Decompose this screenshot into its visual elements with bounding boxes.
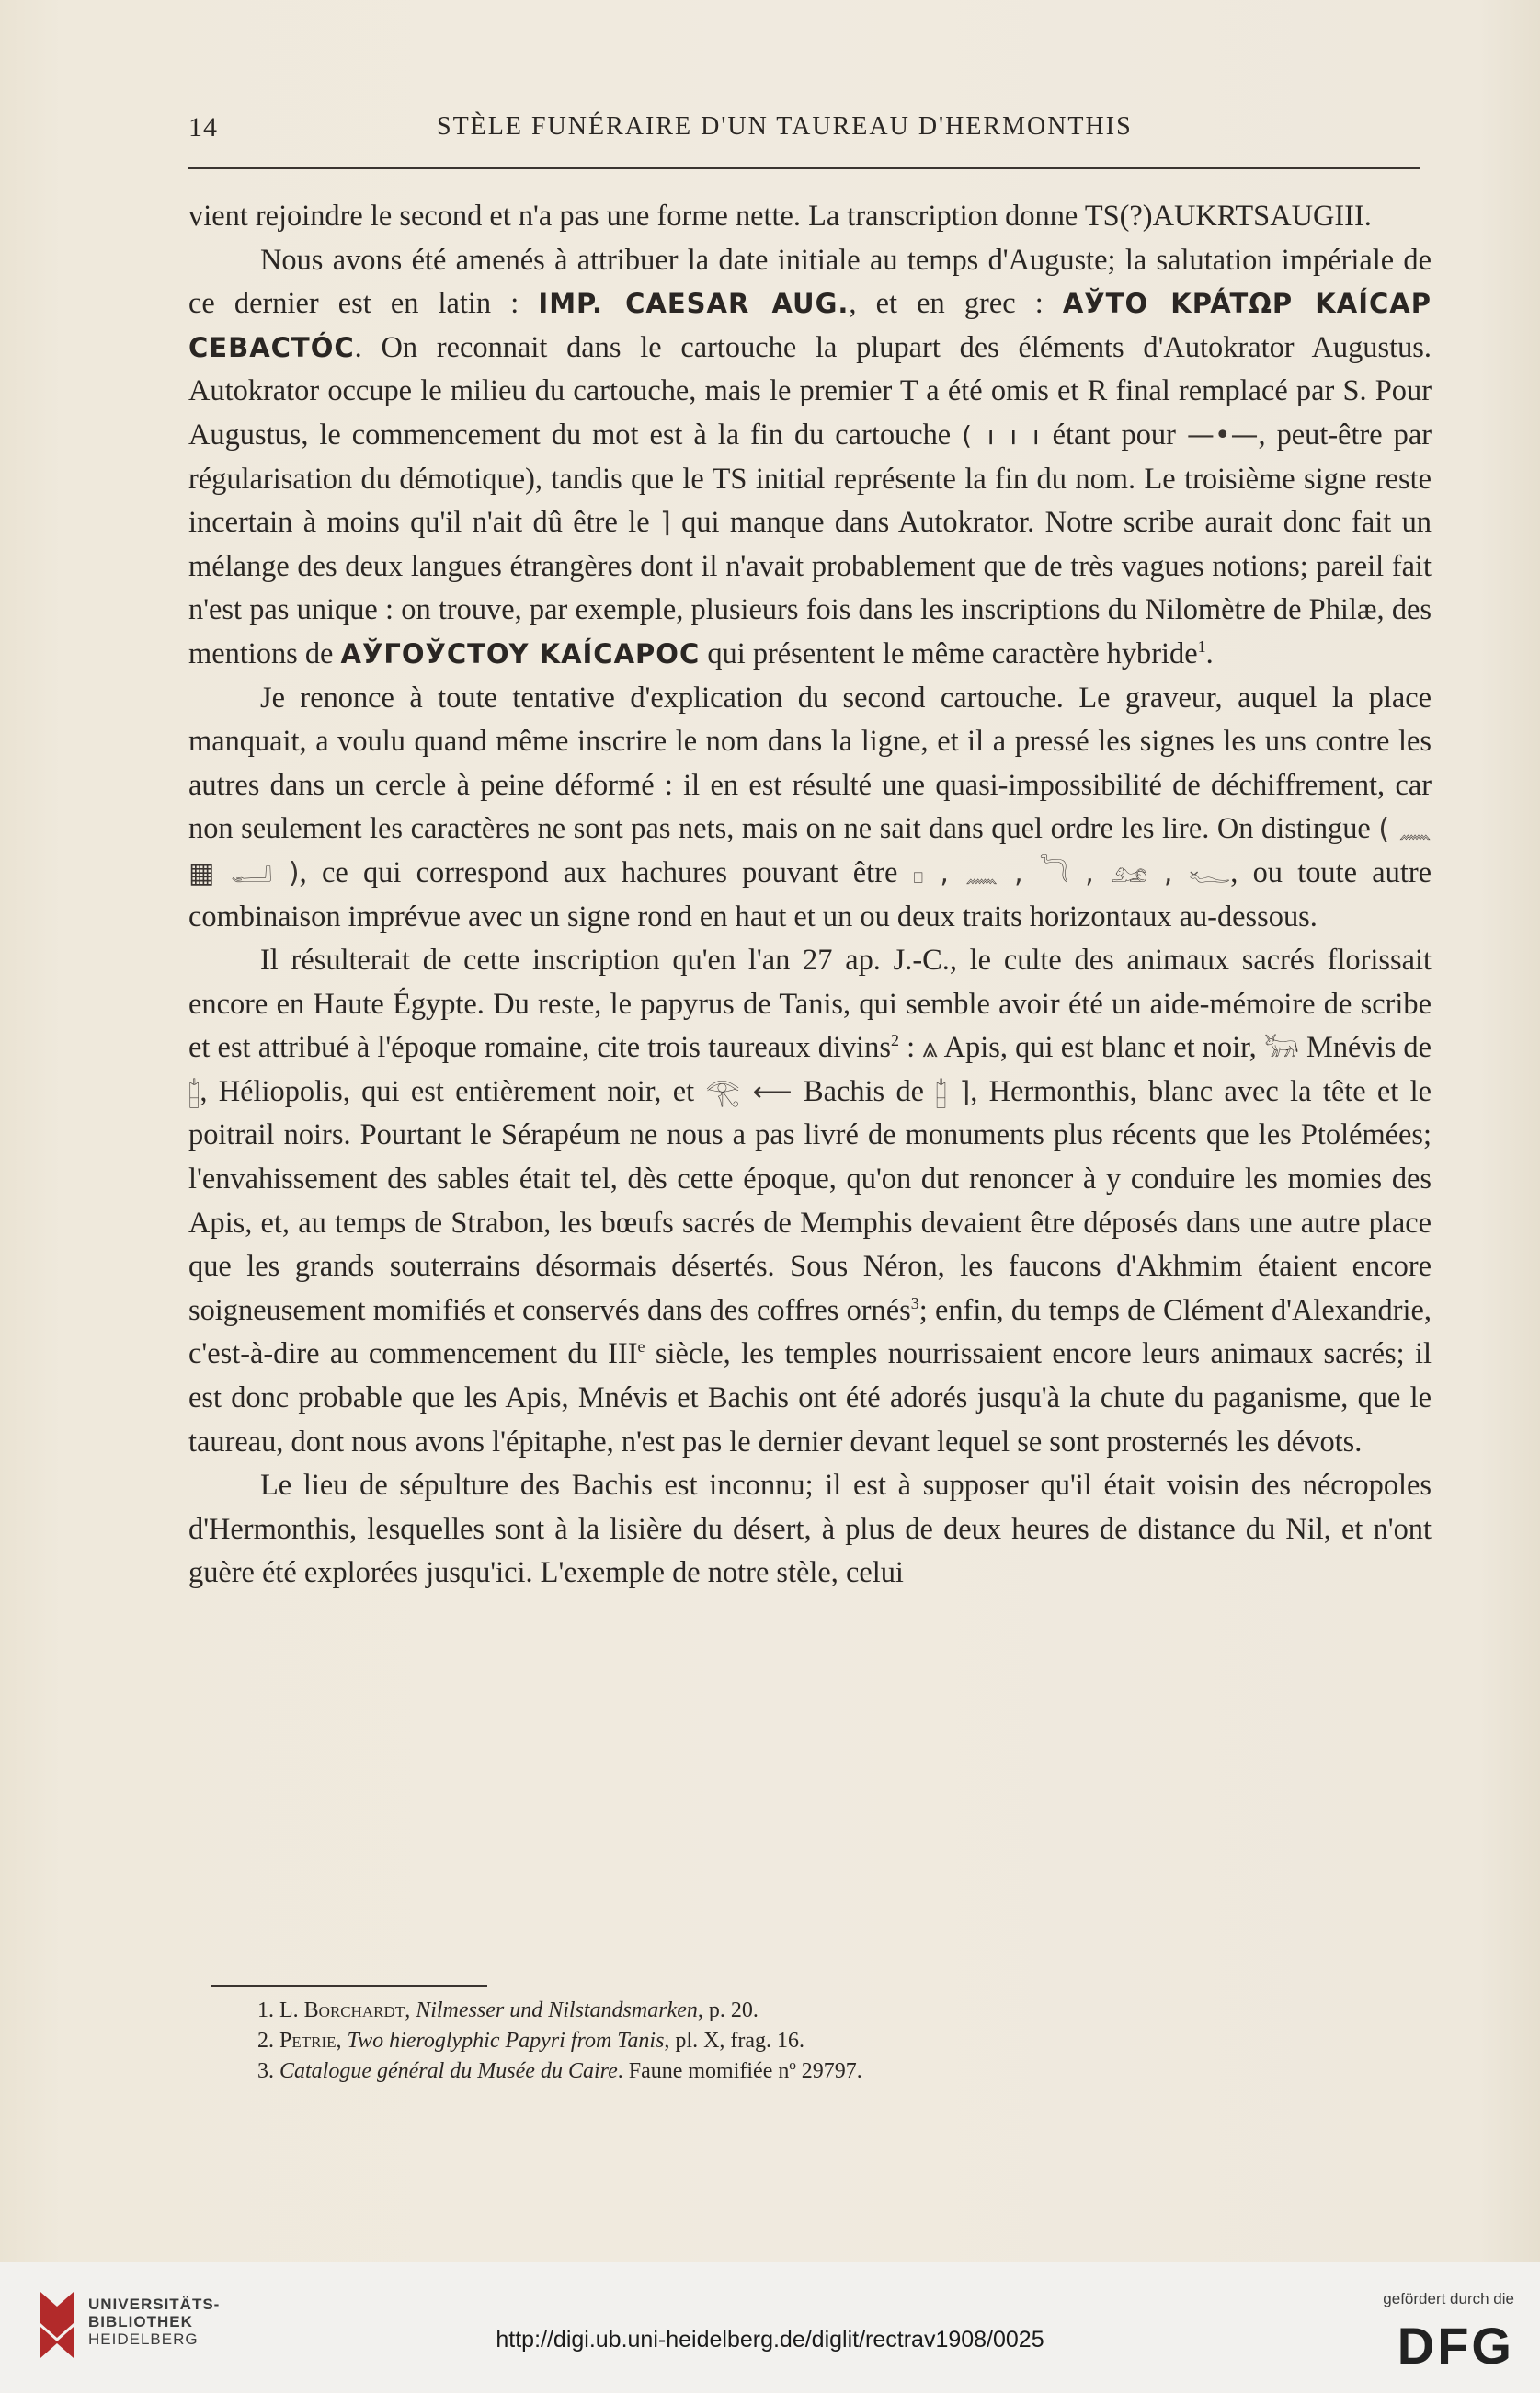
dfg-logo: DFG	[1397, 2317, 1514, 2375]
pour-sign-icon: —•—	[1186, 418, 1259, 452]
page-number: 14	[188, 112, 218, 143]
viewer-footer	[0, 2262, 1540, 2393]
paragraph-1: vient rejoindre le second et n'a pas une forme nette. La transcription donne TS(?)AUKRTSAUGIII.	[188, 200, 1372, 233]
page-header	[188, 103, 1420, 149]
footnotes	[257, 1996, 1361, 2087]
latin-salutation: IMP. CAESAR AUG.	[538, 288, 850, 320]
footnote-rule	[211, 1985, 487, 1987]
university-name: UNIVERSITÄTS- BIBLIOTHEK HEIDELBERG	[88, 2296, 221, 2348]
greek-mention: AЎΓOЎCTOY KAÍCAPOC	[340, 637, 701, 670]
mnevis-hieroglyph-icon: 𓃒	[1263, 1032, 1299, 1065]
permalink-url[interactable]: http://digi.ub.uni-heidelberg.de/diglit/rectrav1908/0025	[496, 2327, 1044, 2353]
sponsor-text: gefördert durch die	[1383, 2290, 1514, 2307]
cartouche-signs-icon: ( ı ı ı	[962, 419, 1042, 451]
paragraph-3: Je renonce à toute tentative d'explication du second cartouche. Le graveur, auquel la place manquait, a voulu quand même inscrire le nom dans la ligne, et il a pressé les signes les uns contre les autres dans un cercle à peine déformé : il en est résulté une quasi-impossibilité de déchiffrement, car non seulement les caractères ne sont pas nets, mais on ne sait dans quel ordre les lire. On distingue ( 𓈖 ▦ 𓂝 ), ce qui correspond aux hachures pouvant être 𓊪 , 𓈖 , 𓆓 , 𓃭 , 𓆑, ou toute autre combinaison imprévue avec un signe rond en haut et un ou deux traits horizontaux au-dessous.	[188, 681, 1432, 933]
header-rule	[188, 167, 1420, 169]
footnote-ref-1: 1	[1197, 637, 1206, 657]
hermonthis-hieroglyph-icon: 𓉺 ⌉	[935, 1075, 971, 1108]
paragraph-5: Le lieu de sépulture des Bachis est inconnu; il est à supposer qu'il était voisin des nécropoles d'Hermonthis, lesquelles sont à la lisière du désert, à plus de deux heures de distance du Nil, et n'ont guère été explorées jusqu'ici. L'exemple de notre stèle, celui	[188, 1469, 1432, 1590]
running-title: STÈLE FUNÉRAIRE D'UN TAUREAU D'HERMONTHIS	[437, 112, 1133, 141]
footnote-ref-2: 2	[890, 1031, 899, 1050]
footnote-ref-3: 3	[910, 1294, 919, 1313]
bachis-hieroglyph-icon: 𓂀 ⟵	[705, 1075, 793, 1108]
paragraph-2: Nous avons été amenés à attribuer la date initiale au temps d'Auguste; la salutation impériale de ce dernier est en latin : IMP. CAESAR AUG., et en grec : AЎTO KPÁTΩP KAÍCAP CEBACTÓC. On reconnait dans le cartouche la plupart des éléments d'Autokrator Augustus. Autokrator occupe le milieu du cartouche, mais le premier T a été omis et R final remplacé par S. Pour Augustus, le commencement du mot est à la fin du cartouche ( ı ı ı étant pour —•—, peut-être par régularisation du démotique), tandis que le TS initial représente la fin du nom. Le troisième signe reste incertain à moins qu'il n'ait dû être le ⌉ qui manque dans Autokrator. Notre scribe aurait donc fait un mélange des deux langues étrangères dont il n'avait probablement que de très vagues notions; pareil fait n'est pas unique : on trouve, par exemple, plusieurs fois dans les inscriptions du Nilomètre de Philæ, des mentions de AЎΓOЎCTOY KAÍCAPOC qui présentent le même caractère hybride$^1$.	[188, 243, 1432, 670]
heliopolis-hieroglyph-icon: 𓉺	[188, 1075, 200, 1108]
footnote-2: 2. Petrie, Two hieroglyphic Papyri from Tanis, pl. X, frag. 16.	[257, 2029, 805, 2053]
bracket-sign-icon: ⌉	[660, 507, 671, 540]
hieroglyph-variants-icon: 𓊪 , 𓈖 , 𓆓 , 𓃭 , 𓆑	[912, 856, 1231, 889]
apis-hieroglyph-icon: ⩓	[922, 1032, 939, 1065]
paragraph-4: Il résulterait de cette inscription qu'en l'an 27 ap. J.-C., le culte des animaux sacrés florissait encore en Haute Égypte. Du reste, le papyrus de Tanis, qui semble avoir été un aide-mémoire de scribe et est attribué à l'époque romaine, cite trois taureaux divins$^2$ : ⩓ Apis, qui est blanc et noir, 𓃒 Mnévis de 𓉺, Héliopolis, qui est entièrement noir, et 𓂀 ⟵ Bachis de 𓉺 ⌉, Hermonthis, blanc avec la tête et le poitrail noirs. Pourtant le Sérapéum ne nous a pas livré de monuments plus récents que les Ptolémées; l'envahissement des sables était tel, dès cette époque, qu'on dut renoncer à y conduire les momies des Apis, et, au temps de Strabon, les bœufs sacrés de Memphis devaient être déposés dans une autre place que les grands souterrains désormais désertés. Sous Néron, les faucons d'Akhmim étaient encore soigneusement momifiés et conservés dans des coffres ornés$^3$; enfin, du temps de Clément d'Alexandrie, c'est-à-dire au commencement du IIIe siècle, les temples nourrissaient encore leurs animaux sacrés; il est donc probable que les Apis, Mnévis et Bachis ont été adorés jusqu'à la chute du paganisme, que le taureau, dont nous avons l'épitaphe, n'est pas le dernier devant lequel se sont prosternés les dévots.	[188, 944, 1432, 1459]
footnote-1: 1. L. Borchardt, Nilmesser und Nilstandsmarken, p. 20.	[257, 1998, 759, 2022]
body-text	[188, 195, 1432, 1596]
hieroglyph-group-icon: ( 𓈖 ▦ 𓂝 )	[188, 813, 1432, 889]
greek-salutation: AЎTO KPÁTΩP KAÍCAP CEBACTÓC	[188, 288, 1432, 363]
footnote-3: 3. Catalogue général du Musée du Caire. Faune momifiée nº 29797.	[257, 2059, 862, 2083]
